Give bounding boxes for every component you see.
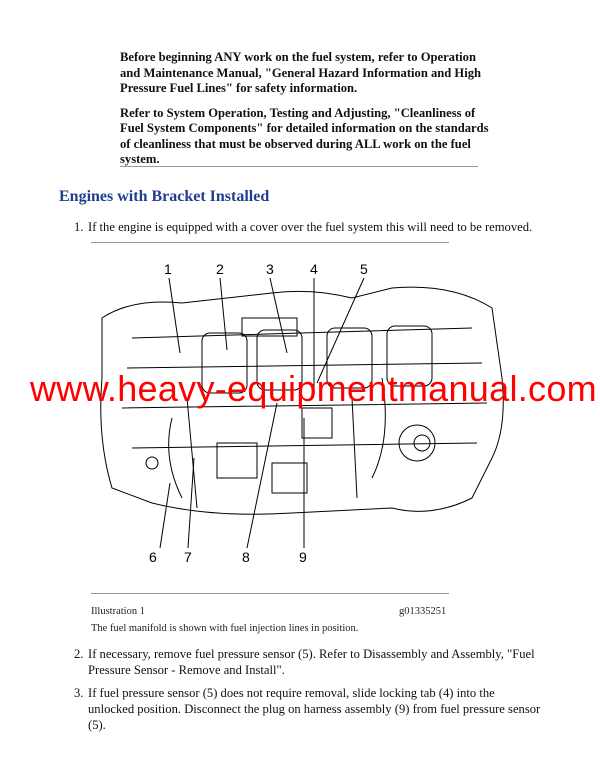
callout-2: 2 xyxy=(216,261,224,277)
divider xyxy=(91,242,449,243)
callout-7: 7 xyxy=(184,549,192,565)
callout-6: 6 xyxy=(149,549,157,565)
illustration-label: Illustration 1 xyxy=(91,606,145,617)
callout-3: 3 xyxy=(266,261,274,277)
step-1: 1. If the engine is equipped with a cover over the fuel system this will need to be removed. xyxy=(74,220,533,234)
section-heading: Engines with Bracket Installed xyxy=(59,188,270,205)
illustration-caption: The fuel manifold is shown with fuel injection lines in position. xyxy=(91,623,359,634)
watermark: www.heavy-equipmentmanual.com xyxy=(30,368,597,409)
callout-8: 8 xyxy=(242,549,250,565)
callout-9: 9 xyxy=(299,549,307,565)
safety-warning xyxy=(120,50,490,177)
step-3: 3. If fuel pressure sensor (5) does not require removal, slide locking tab (4) into the unlocked position. Disconnect the plug on harness assembly (9) from fuel pressure sensor (5). xyxy=(74,686,541,732)
warning-paragraph-2: Refer to System Operation, Testing and Adjusting, "Cleanliness of Fuel System Components" for detailed information on the standards of cleanliness that must be observed during ALL work on the fuel system. xyxy=(120,105,489,166)
divider xyxy=(91,593,449,594)
callout-4: 4 xyxy=(310,261,318,277)
callout-1: 1 xyxy=(164,261,172,277)
warning-paragraph-1: Before beginning ANY work on the fuel system, refer to Operation and Maintenance Manual, "General Hazard Information and High Pressure Fuel Lines" for safety information. xyxy=(120,50,482,95)
step-2: 2. If necessary, remove fuel pressure sensor (5). Refer to Disassembly and Assembly, "Fuel Pressure Sensor - Remove and Install". xyxy=(74,647,535,677)
illustration-id: g01335251 xyxy=(399,606,447,617)
engine-illustration xyxy=(92,258,512,574)
callout-5: 5 xyxy=(360,261,368,277)
divider xyxy=(120,166,478,167)
